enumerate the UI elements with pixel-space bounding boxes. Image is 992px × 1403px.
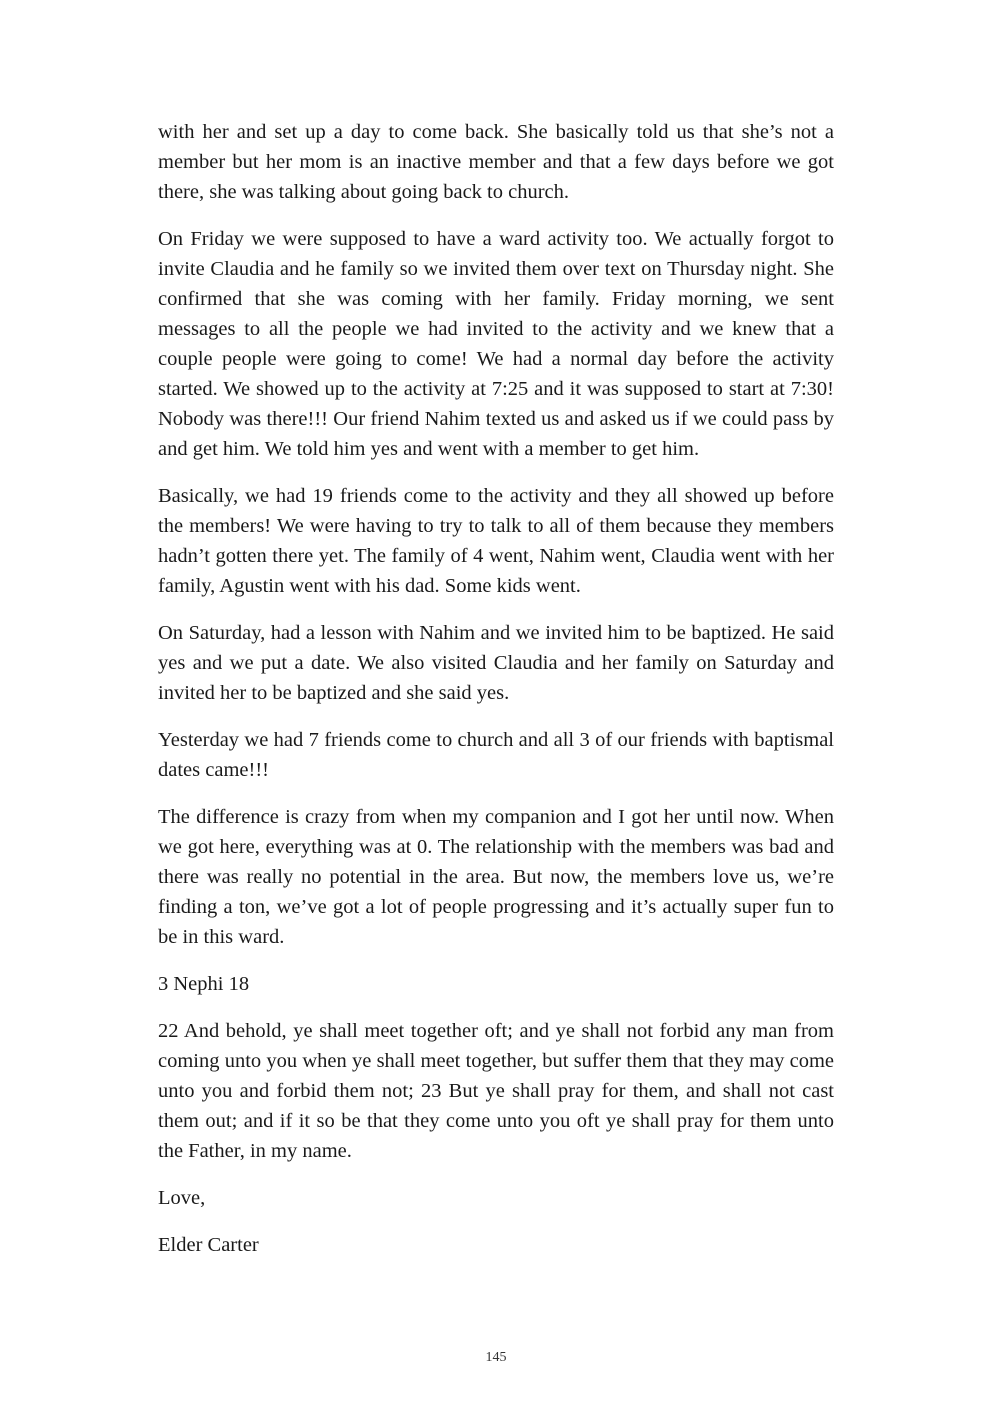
paragraph-1: with her and set up a day to come back. She basically told us that she’s not a member but her mom is an inactive member and that a few days before we got there, she was talking about going back to church. (158, 121, 834, 203)
paragraph-6: The difference is crazy from when my companion and I got her until now. When we got here, everything was at 0. The relationship with the members was bad and there was really no potential in the area. But now, the members love us, we’re finding a ton, we’ve got a lot of people progressing and it’s actually super fun to be in this ward. (158, 806, 834, 948)
page-number: 145 (485, 1350, 507, 1365)
scripture-text: 22 And behold, ye shall meet together oft; and ye shall not forbid any man from coming unto you when ye shall meet together, but suffer them that they may come unto you and forbid them not; 23 But ye shall pray for them, and shall not cast them out; and if it so be that they come unto you oft ye shall pray for them unto the Father, in my name. (158, 1020, 834, 1162)
paragraph-4: On Saturday, had a lesson with Nahim and we invited him to be baptized. He said yes and we put a date. We also visited Claudia and her family on Saturday and invited her to be baptized and she said yes. (158, 622, 834, 704)
paragraph-2: On Friday we were supposed to have a ward activity too. We actually forgot to invite Claudia and he family so we invited them over text on Thursday night. She confirmed that she was coming with her family. Friday morning, we sent messages to all the people we had invited to the activity and we knew that a couple people were going to come! We had a normal day before the activity started. We showed up to the activity at 7:25 and it was supposed to start at 7:30! Nobody was there!!! Our friend Nahim texted us and asked us if we could pass by and get him. We told him yes and went with a member to get him. (158, 228, 834, 460)
page-body (158, 117, 834, 1277)
paragraph-5: Yesterday we had 7 friends come to church and all 3 of our friends with baptismal dates came!!! (158, 729, 834, 781)
paragraph-3: Basically, we had 19 friends come to the activity and they all showed up before the members! We were having to try to talk to all of them because they members hadn’t gotten there yet. The family of 4 went, Nahim went, Claudia went with her family, Agustin went with his dad. Some kids went. (158, 485, 834, 597)
signature: Elder Carter (158, 1234, 259, 1256)
closing: Love, (158, 1187, 206, 1209)
scripture-reference: 3 Nephi 18 (158, 973, 250, 995)
